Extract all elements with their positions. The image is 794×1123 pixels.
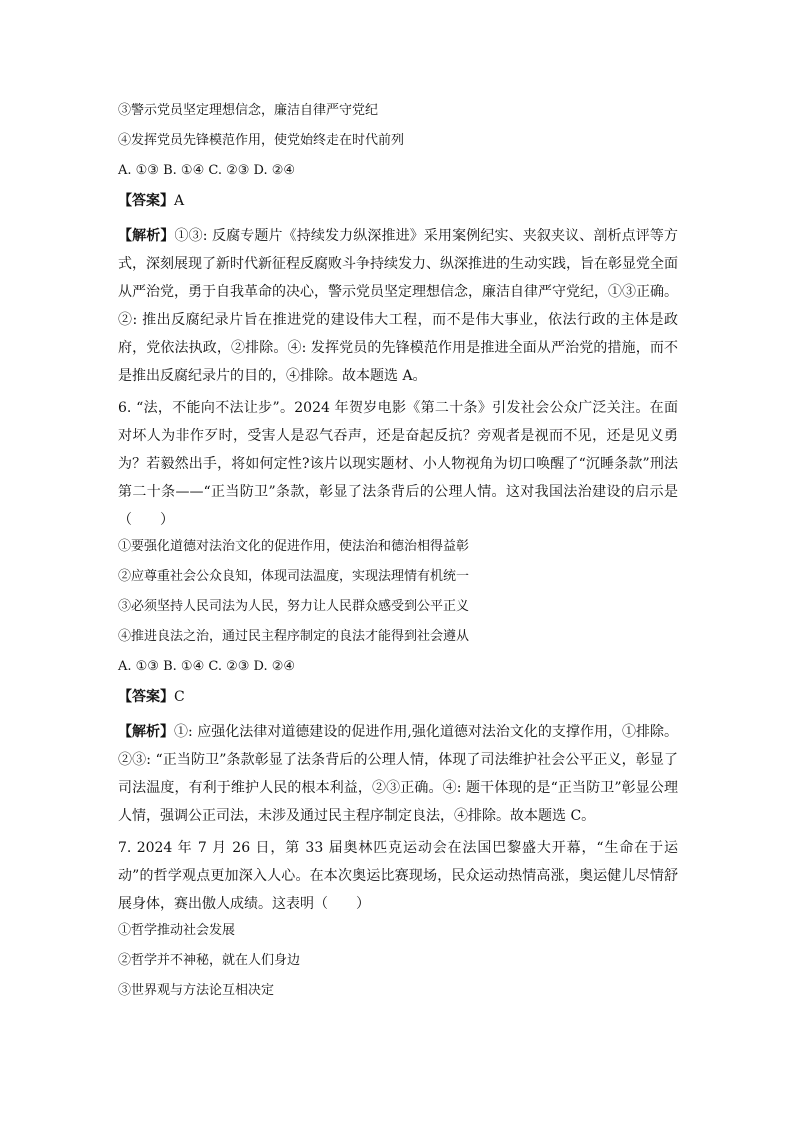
q7-option-1: ①哲学推动社会发展 [118,923,236,938]
page-content [118,102,678,1012]
q6-answer [118,688,678,706]
q5-option-4: ④发挥党员先锋模范作用，使党始终走在时代前列 [118,133,405,148]
q5-choices: A. ①③ B. ①④ C. ②③ D. ②④ [118,163,296,178]
answer-value: C [174,689,185,705]
q5-answer [118,192,678,210]
q5-analysis [118,222,678,390]
analysis-label: 【解析】 [118,724,175,740]
q7-option-3: ③世界观与方法论互相决定 [118,983,275,998]
q6-stem: 6. “法，不能向不法让步”。2024 年贺岁电影《第二十条》引发社会公众广泛关注。在面对坏人为非作歹时，受害人是忍气吞声，还是奋起反抗？旁观者是视而不见，还是见义勇为？若毅然出手，将如何定性?该片以现实题材、小人物视角为切口唤醒了“沉睡条款”刑法第二十条——“正当防卫”条款，彰显了法条背后的公理人情。这对我国法治建设的启示是（ ） [118,400,678,528]
analysis-label: 【解析】 [118,228,175,244]
answer-value: A [174,193,185,209]
q6-option-3: ③必须坚持人民司法为人民，努力让人民群众感受到公平正义 [118,599,470,614]
q6-option-1: ①要强化道德对法治文化的促进作用，使法治和德治相得益彰 [118,539,470,554]
q7-option-2: ②哲学并不神秘，就在人们身边 [118,953,301,968]
q7-stem: 7. 2024 年 7 月 26 日，第 33 届奥林匹克运动会在法国巴黎盛大开幕，“生命在于运动”的哲学观点更加深入人心。在本次奥运比赛现场，民众运动热情高涨，奥运健儿尽情舒展身体，赛出傲人成绩。这表明（ ） [118,840,678,912]
answer-label: 【答案】 [118,193,174,209]
answer-label: 【答案】 [118,689,174,705]
q6-analysis [118,718,678,830]
q5-option-3: ③警示党员坚定理想信念，廉洁自律严守党纪 [118,103,379,118]
analysis-text: ①: 应强化法律对道德建设的促进作用,强化道德对法治文化的支撑作用，①排除。②③: “正当防卫”条款彰显了法条背后的公理人情，体现了司法维护社会公平正义，彰显了司法温度，有利于维护人民的根本利益，②③正确。④: 题干体现的是“正当防卫”彰显公理人情，强调公正司法，未涉及通过民主程序制定良法，④排除。故本题选 C。 [118,724,678,824]
q6-option-4: ④推进良法之治，通过民主程序制定的良法才能得到社会遵从 [118,629,470,644]
analysis-text: ①③: 反腐专题片《持续发力纵深推进》采用案例纪实、夹叙夹议、剖析点评等方式，深刻展现了新时代新征程反腐败斗争持续发力、纵深推进的生动实践，旨在彰显党全面从严治党，勇于自我革命的决心，警示党员坚定理想信念，廉洁自律严守党纪，①③正确。②: 推出反腐纪录片旨在推进党的建设伟大工程，而不是伟大事业，依法行政的主体是政府，党依法执政，②排除。④: 发挥党员的先锋模范作用是推进全面从严治党的措施，而不是推出反腐纪录片的目的，④排除。故本题选 A。 [118,228,678,384]
q6-choices: A. ①③ B. ①④ C. ②③ D. ②④ [118,659,296,674]
q6-option-2: ②应尊重社会公众良知，体现司法温度，实现法理情有机统一 [118,569,470,584]
